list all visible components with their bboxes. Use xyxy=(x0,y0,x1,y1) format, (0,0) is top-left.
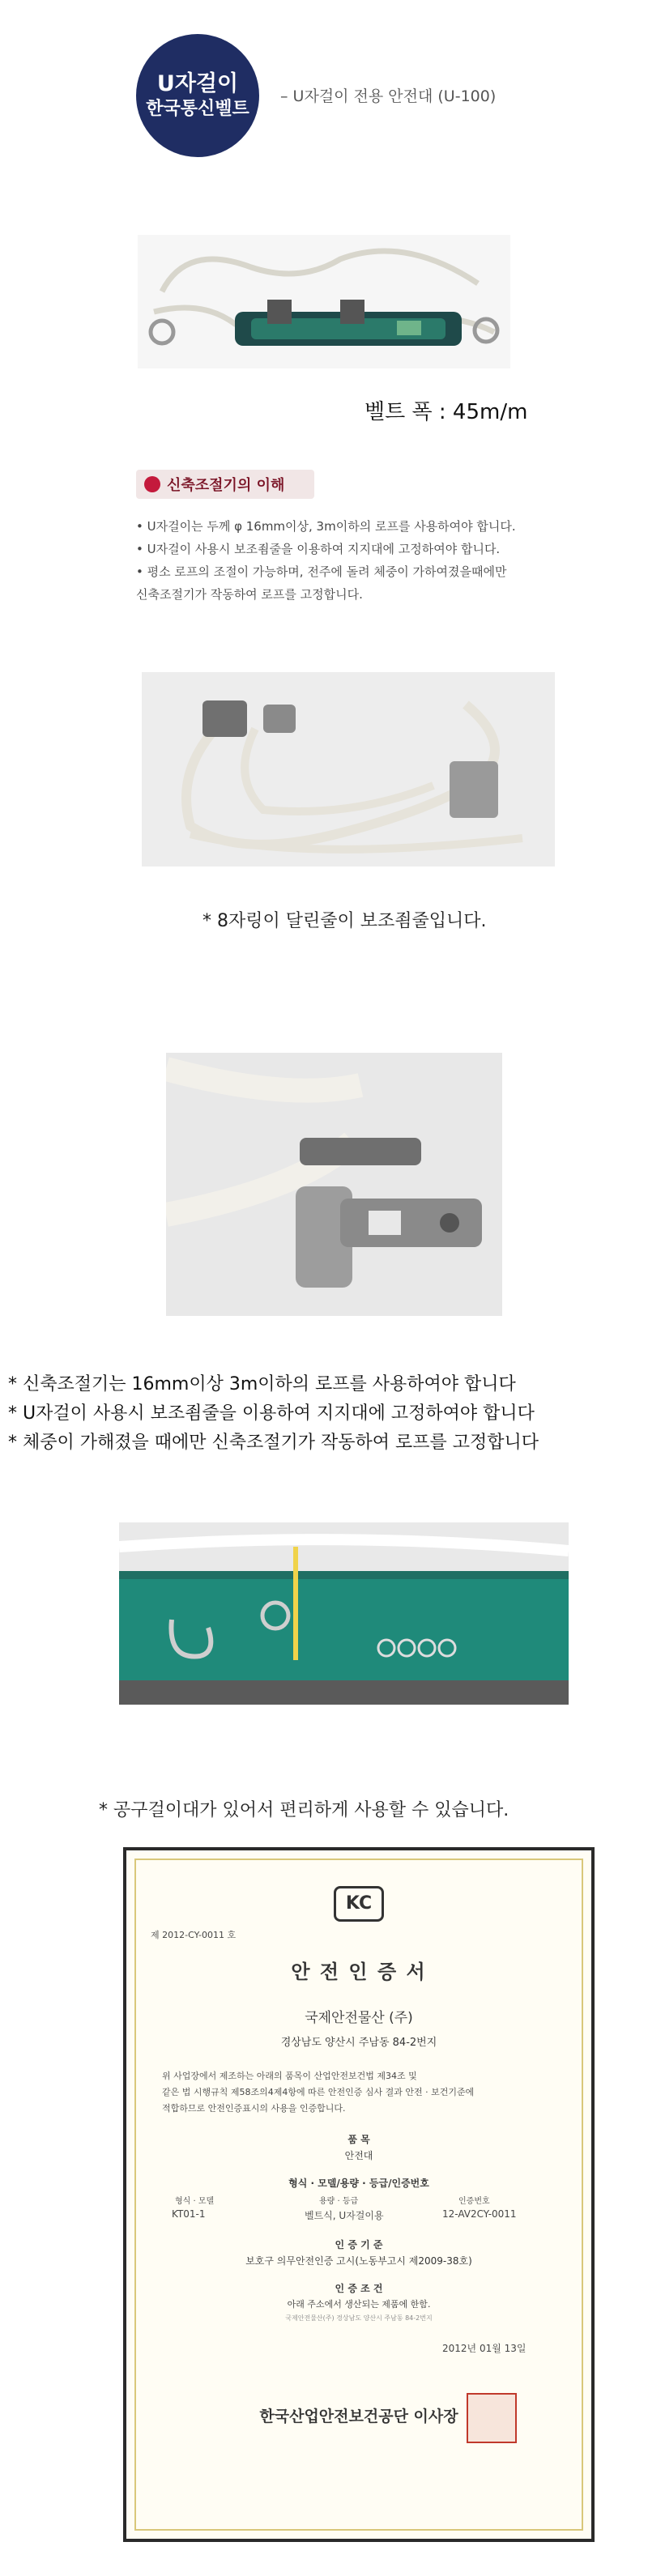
info-title: 신축조절기의 이해 xyxy=(167,477,285,494)
note-line: * U자걸이 사용시 보조죔줄을 이용하여 지지대에 고정하여야 합니다 xyxy=(8,1403,535,1424)
condition-small: 국제안전물산(주) 경상남도 양산시 주남동 84-2번지 xyxy=(285,2314,433,2322)
product-photo-tool-holder xyxy=(119,1522,569,1705)
item-value: 안전대 xyxy=(344,2150,373,2161)
col-header-number: 인증번호 xyxy=(458,2197,490,2206)
standard-value: 보호구 의무안전인증 고시(노동부고시 제2009-38호) xyxy=(245,2255,472,2267)
brand-badge xyxy=(136,34,259,157)
certificate-title: 안 전 인 증 서 xyxy=(291,1961,427,1983)
item-label: 품 목 xyxy=(347,2134,370,2145)
col-value-model: KT01-1 xyxy=(172,2208,206,2220)
col-value-number: 12-AV2CY-0011 xyxy=(442,2208,517,2220)
certificate-body-3: 적합하므로 안전인증표시의 사용을 인증합니다. xyxy=(162,2103,346,2114)
certificate-date: 2012년 01월 13일 xyxy=(442,2343,526,2354)
info-line: 신축조절기가 작동하여 로프를 고정합니다. xyxy=(136,587,363,602)
product-photo-lanyard xyxy=(142,672,555,866)
brand-badge-line1: U자걸이 xyxy=(156,71,239,96)
note-line: * 신축조절기는 16mm이상 3m이하의 로프를 사용하여야 합니다 xyxy=(8,1374,516,1394)
col-value-capacity: 벨트식, U자걸이용 xyxy=(305,2210,384,2221)
adjuster-info-panel xyxy=(136,470,573,632)
safety-certificate xyxy=(123,1847,595,2542)
condition-value: 아래 주소에서 생산되는 제품에 한함. xyxy=(287,2299,431,2310)
product-subtitle: – U자걸이 전용 안전대 (U-100) xyxy=(280,87,497,105)
certificate-issuer: 한국산업안전보건공단 이사장 xyxy=(259,2408,458,2425)
kc-mark-label: KC xyxy=(334,1886,384,1922)
certificate-company: 국제안전물산 (주) xyxy=(305,2010,413,2026)
brand-badge-line2: 한국통신벨트 xyxy=(146,99,249,119)
usage-notes xyxy=(8,1370,539,1458)
note-line: * 체중이 가해졌을 때에만 신축조절기가 작동하여 로프를 고정합니다 xyxy=(8,1433,539,1453)
condition-label: 인 증 조 건 xyxy=(335,2283,383,2294)
product-photo-adjuster xyxy=(166,1053,502,1316)
standard-label: 인 증 기 준 xyxy=(335,2239,383,2250)
info-line: • U자걸이 사용시 보조죔줄을 이용하여 지지대에 고정하여야 합니다. xyxy=(136,542,501,556)
col-header-model: 형식 · 모델 xyxy=(175,2197,215,2206)
official-seal-icon xyxy=(467,2393,517,2443)
certificate-body-2: 같은 법 시행규칙 제58조의4제4항에 따른 안전인증 심사 결과 안전 · 보건기준에 xyxy=(162,2087,475,2097)
info-title-bar xyxy=(136,470,314,499)
product-photo-belt xyxy=(138,235,510,368)
certificate-address: 경상남도 양산시 주남동 84-2번지 xyxy=(280,2037,437,2049)
spec-label: 형식 · 모델/용량 · 등급/인증번호 xyxy=(288,2178,429,2189)
info-lines xyxy=(136,515,573,606)
caption-lanyard: * 8자링이 달린줄이 보조죔줄입니다. xyxy=(202,911,487,931)
info-line: • U자걸이는 두께 φ 16mm이상, 3m이하의 로프를 사용하여야 합니다. xyxy=(136,519,516,534)
caption-tool-holder: * 공구걸이대가 있어서 편리하게 사용할 수 있습니다. xyxy=(99,1800,509,1820)
col-header-capacity: 용량 · 등급 xyxy=(319,2197,359,2206)
belt-width-label: 벨트 폭 : 45m/m xyxy=(364,400,528,424)
info-line: • 평소 로프의 조절이 가능하며, 전주에 돌려 체중이 가하여졌을때에만 xyxy=(136,564,507,579)
certificate-number: 제 2012-CY-0011 호 xyxy=(151,1930,237,1940)
bullet-icon xyxy=(144,476,160,492)
certificate-body-1: 위 사업장에서 제조하는 아래의 품목이 산업안전보건법 제34조 및 xyxy=(162,2071,417,2081)
kc-mark xyxy=(126,1886,591,1922)
